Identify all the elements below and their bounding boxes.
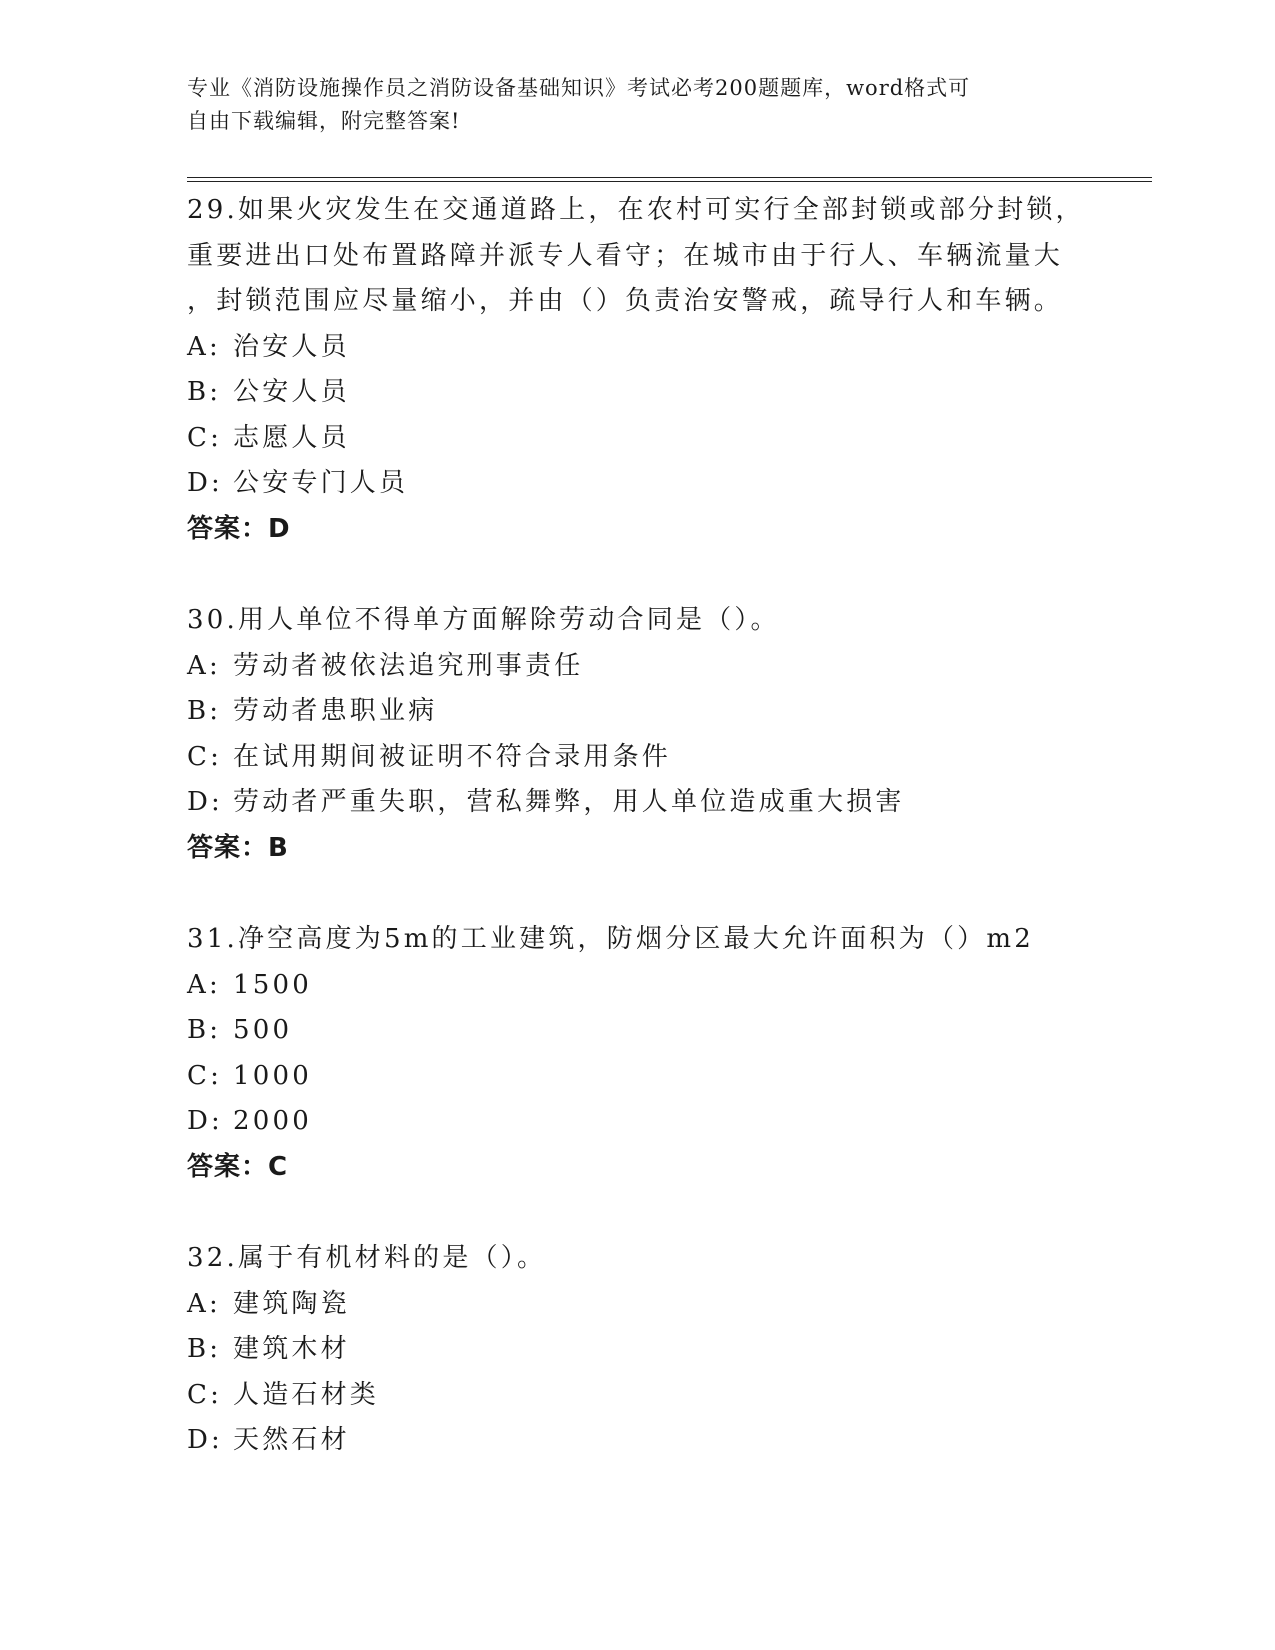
header-line-2: 自由下载编辑，附完整答案! — [187, 109, 461, 133]
answer-option — [187, 325, 1147, 371]
option-label: D: — [187, 1106, 224, 1136]
option-text: 天然石材 — [233, 1425, 350, 1455]
option-text: 1000 — [233, 1060, 312, 1091]
question-block — [187, 1236, 1147, 1464]
question-list — [187, 188, 1147, 1510]
answer-option — [187, 416, 1147, 462]
answer-option — [187, 689, 1147, 735]
question-text-line: 29.如果火灾发生在交通道路上，在农村可实行全部封锁或部分封锁， — [187, 195, 1085, 225]
document-header — [187, 72, 1067, 138]
answer-option — [187, 1008, 1147, 1054]
answer-option — [187, 461, 1147, 507]
option-text: 公安专门人员 — [233, 468, 409, 498]
option-text: 建筑木材 — [233, 1334, 350, 1364]
option-label: C: — [187, 741, 223, 772]
option-text: 建筑陶瓷 — [233, 1288, 350, 1319]
answer-key: 答案：B — [187, 832, 289, 863]
option-text: 劳动者严重失职，营私舞弊，用人单位造成重大损害 — [233, 787, 905, 817]
option-label: A: — [187, 969, 221, 1000]
option-text: 500 — [233, 1015, 293, 1045]
answer-option — [187, 1327, 1147, 1373]
answer-option — [187, 963, 1147, 1009]
option-label: C: — [187, 1060, 223, 1091]
option-label: D: — [187, 1425, 224, 1455]
option-label: C: — [187, 422, 223, 453]
question-block — [187, 917, 1147, 1190]
option-label: A: — [187, 650, 221, 681]
option-label: B: — [187, 1334, 222, 1364]
option-text: 治安人员 — [233, 331, 350, 362]
option-label: D: — [187, 787, 224, 817]
option-text: 1500 — [233, 969, 312, 1000]
option-text: 人造石材类 — [233, 1379, 380, 1410]
option-label: A: — [187, 331, 221, 362]
answer-key: 答案：D — [187, 513, 291, 544]
question-text-line: 31.净空高度为5m的工业建筑，防烟分区最大允许面积为（）m2 — [187, 924, 1034, 954]
option-label: D: — [187, 468, 224, 498]
option-text: 志愿人员 — [233, 422, 350, 453]
answer-option — [187, 1054, 1147, 1100]
header-divider — [187, 177, 1152, 182]
option-text: 公安人员 — [233, 377, 350, 407]
answer-option — [187, 1373, 1147, 1419]
answer-option — [187, 370, 1147, 416]
option-text: 2000 — [233, 1106, 312, 1136]
answer-key: 答案：C — [187, 1151, 289, 1182]
option-label: C: — [187, 1379, 223, 1410]
option-text: 劳动者被依法追究刑事责任 — [233, 650, 584, 681]
question-text-line: 重要进出口处布置路障并派专人看守；在城市由于行人、车辆流量大 — [187, 240, 1064, 271]
header-line-1: 专业《消防设施操作员之消防设备基础知识》考试必考200题题库，word格式可 — [187, 76, 971, 100]
option-label: B: — [187, 696, 222, 726]
question-block — [187, 188, 1147, 552]
answer-option — [187, 1099, 1147, 1145]
option-text: 劳动者患职业病 — [233, 696, 438, 726]
question-block — [187, 598, 1147, 871]
answer-option — [187, 735, 1147, 781]
answer-option — [187, 1418, 1147, 1464]
option-label: B: — [187, 1015, 222, 1045]
question-text-line: 32.属于有机材料的是（）。 — [187, 1243, 547, 1273]
answer-option — [187, 780, 1147, 826]
answer-option — [187, 644, 1147, 690]
question-text-line: ，封锁范围应尽量缩小，并由（）负责治安警戒，疏导行人和车辆。 — [187, 286, 1064, 316]
option-label: B: — [187, 377, 222, 407]
option-label: A: — [187, 1288, 221, 1319]
question-text-line: 30.用人单位不得单方面解除劳动合同是（）。 — [187, 605, 780, 635]
answer-option — [187, 1282, 1147, 1328]
option-text: 在试用期间被证明不符合录用条件 — [233, 741, 672, 772]
